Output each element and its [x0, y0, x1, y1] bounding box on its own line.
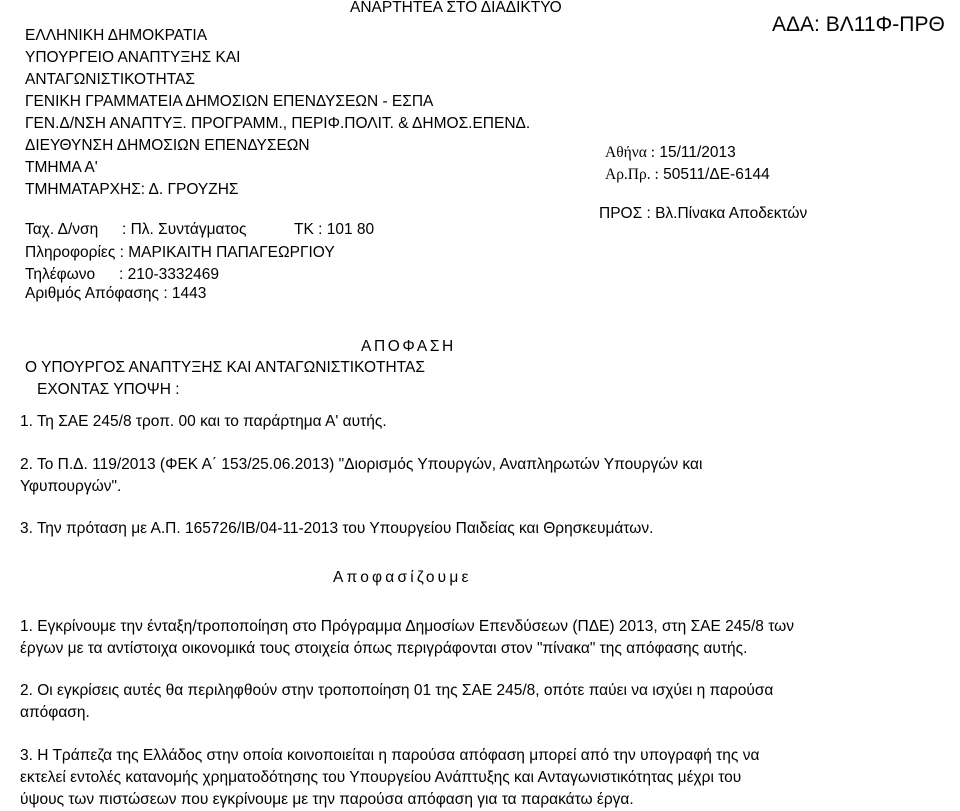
phone-label: Τηλέφωνο [25, 266, 96, 283]
issuer-line: ΕΛΛΗΝΙΚΗ ΔΗΜΟΚΡΑΤΙΑ [25, 27, 208, 44]
info-contact: Πληροφορίες : ΜΑΡΙΚΑΙΤΗ ΠΑΠΑΓΕΩΡΓΙΟΥ [25, 244, 335, 261]
issuer-line: ΓΕΝΙΚΗ ΓΡΑΜΜΑΤΕΙΑ ΔΗΜΟΣΙΩΝ ΕΠΕΝΔΥΣΕΩΝ - ΕΣΠΑ [25, 93, 434, 110]
decision-item: ύψους των πιστώσεων που εγκρίνουμε με την παρούσα απόφαση για τα παρακάτω έργα. [20, 791, 634, 808]
ada-code: ΑΔΑ: ΒΛ11Φ-ΠΡΘ [772, 13, 945, 36]
issuer-line: ΓΕΝ.Δ/ΝΣΗ ΑΝΑΠΤΥΞ. ΠΡΟΓΡΑΜΜ., ΠΕΡΙΦ.ΠΟΛΙΤ. & ΔΗΜΟΣ.ΕΠΕΝΔ. [25, 115, 531, 132]
postcode: ΤΚ : 101 80 [294, 221, 375, 238]
decide-heading: Αποφασίζουμε [333, 569, 472, 586]
protocol-label: Αρ.Πρ. : [605, 166, 659, 183]
minister-title: Ο ΥΠΟΥΡΓΟΣ ΑΝΑΠΤΥΞΗΣ ΚΑΙ ΑΝΤΑΓΩΝΙΣΤΙΚΟΤΗΤΑΣ [25, 359, 425, 376]
considering-label: ΕΧΟΝΤΑΣ ΥΠΟΨΗ : [37, 381, 180, 398]
consideration-item: 3. Την πρόταση με Α.Π. 165726/ΙΒ/04-11-2013 του Υπουργείου Παιδείας και Θρησκευμάτων. [20, 520, 654, 537]
address-label: Ταχ. Δ/νση [25, 221, 99, 238]
decision-item: έργων με τα αντίστοιχα οικονομικά τους στοιχεία όπως περιγράφονται στον "πίνακα" της απόφασης αυτής. [20, 640, 748, 657]
phone-value: : 210-3332469 [119, 266, 219, 283]
recipients: ΠΡΟΣ : Βλ.Πίνακα Αποδεκτών [599, 205, 808, 222]
issuer-line: ΑΝΤΑΓΩΝΙΣΤΙΚΟΤΗΤΑΣ [25, 71, 195, 88]
issuer-line: ΥΠΟΥΡΓΕΙΟ ΑΝΑΠΤΥΞΗΣ ΚΑΙ [25, 49, 241, 66]
publication-banner: ΑΝΑΡΤΗΤΕΑ ΣΤΟ ΔΙΑΔΙΚΤΥΟ [350, 0, 562, 16]
protocol-value: 50511/ΔΕ-6144 [663, 166, 770, 183]
date-value: 15/11/2013 [659, 144, 736, 161]
date-label: Αθήνα : [605, 144, 656, 161]
consideration-item: 1. Τη ΣΑΕ 245/8 τροπ. 00 και το παράρτημα Α' αυτής. [20, 413, 387, 430]
decision-item: 3. Η Τράπεζα της Ελλάδος στην οποία κοινοποιείται η παρούσα απόφαση μπορεί από την υπογραφή της να [20, 747, 760, 764]
decision-item: εκτελεί εντολές κατανομής χρηματοδότησης του Υπουργείου Ανάπτυξης και Ανταγωνιστικότητας μέχρι του [20, 769, 742, 786]
issuer-line: ΔΙΕΥΘΥΝΣΗ ΔΗΜΟΣΙΩΝ ΕΠΕΝΔΥΣΕΩΝ [25, 137, 310, 154]
protocol-line [605, 165, 770, 185]
issuer-line: ΤΜΗΜΑ Α' [25, 159, 98, 176]
consideration-item: 2. Το Π.Δ. 119/2013 (ΦΕΚ Α΄ 153/25.06.2013) "Διορισμός Υπουργών, Αναπληρωτών Υπουργών και [20, 456, 703, 473]
consideration-item: Υφυπουργών". [20, 478, 122, 495]
decision-item: 2. Οι εγκρίσεις αυτές θα περιληφθούν στην τροποποίηση 01 της ΣΑΕ 245/8, οπότε παύει να ισχύει η παρούσα [20, 682, 774, 699]
decision-number: Αριθμός Απόφασης : 1443 [25, 285, 207, 302]
decision-item: 1. Εγκρίνουμε την ένταξη/τροποποίηση στο Πρόγραμμα Δημοσίων Επενδύσεων (ΠΔΕ) 2013, στη ΣΑΕ 245/8 των [20, 618, 794, 635]
date-line [605, 143, 736, 163]
decision-heading: ΑΠΟΦΑΣΗ [361, 338, 456, 355]
decision-item: απόφαση. [20, 704, 90, 721]
address-value: : Πλ. Συντάγματος [122, 221, 247, 238]
issuer-line: ΤΜΗΜΑΤΑΡΧΗΣ: Δ. ΓΡΟΥΖΗΣ [25, 181, 239, 198]
